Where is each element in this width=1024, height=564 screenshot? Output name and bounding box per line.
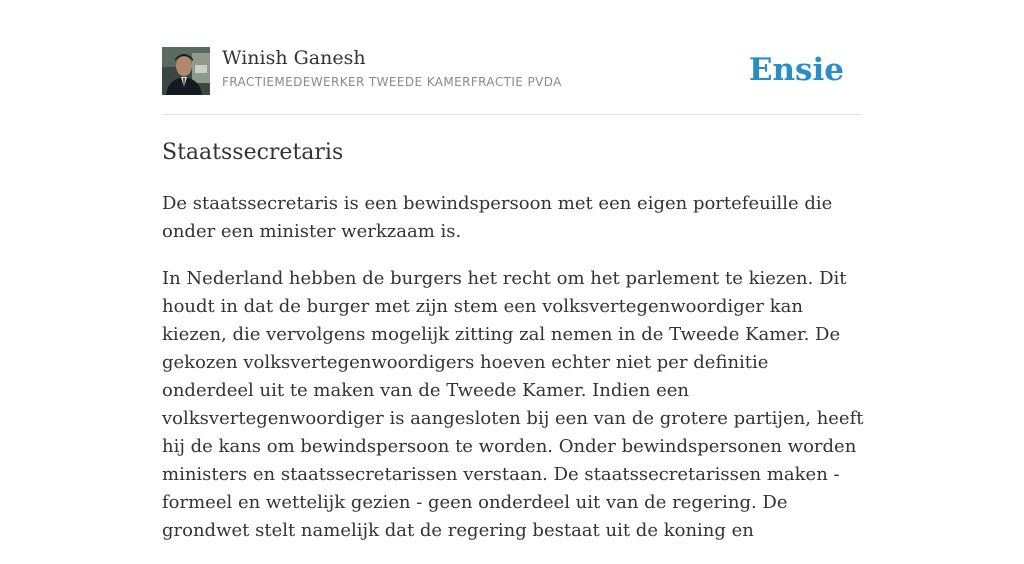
author-avatar[interactable] (162, 47, 210, 95)
author-role: FRACTIEMEDEWERKER TWEEDE KAMERFRACTIE PVDA (222, 75, 562, 89)
article-title: Staatssecretaris (162, 140, 344, 165)
author-name[interactable]: Winish Ganesh (222, 47, 366, 69)
article-header (162, 46, 862, 115)
ensie-logo[interactable]: Ensie (748, 52, 844, 88)
article-body (162, 190, 864, 564)
person-photo-icon (162, 47, 210, 95)
article-paragraph: In Nederland hebben de burgers het recht om het parlement te kiezen. Dit houdt in dat de burger met zijn stem een volksvertegenwoordiger kan kiezen, die vervolgens mogelijk zitting zal nemen in de Tweede Kamer. De gekozen volksvertegenwoordigers hoeven echter niet per definitie onderdeel uit te maken van de Tweede Kamer. Indien een volksvertegenwoordiger is aangesloten bij een van de grotere partijen, heeft hij de kans om bewindspersoon te worden. Onder bewindspersonen worden ministers en staatssecretarissen verstaan. De staatssecretarissen maken - formeel en wettelijk gezien - geen onderdeel uit van de regering. De grondwet stelt namelijk dat de regering bestaat uit de koning en (162, 268, 864, 541)
article-paragraph: De staatssecretaris is een bewindspersoon met een eigen portefeuille die onder een minister werkzaam is. (162, 193, 833, 242)
